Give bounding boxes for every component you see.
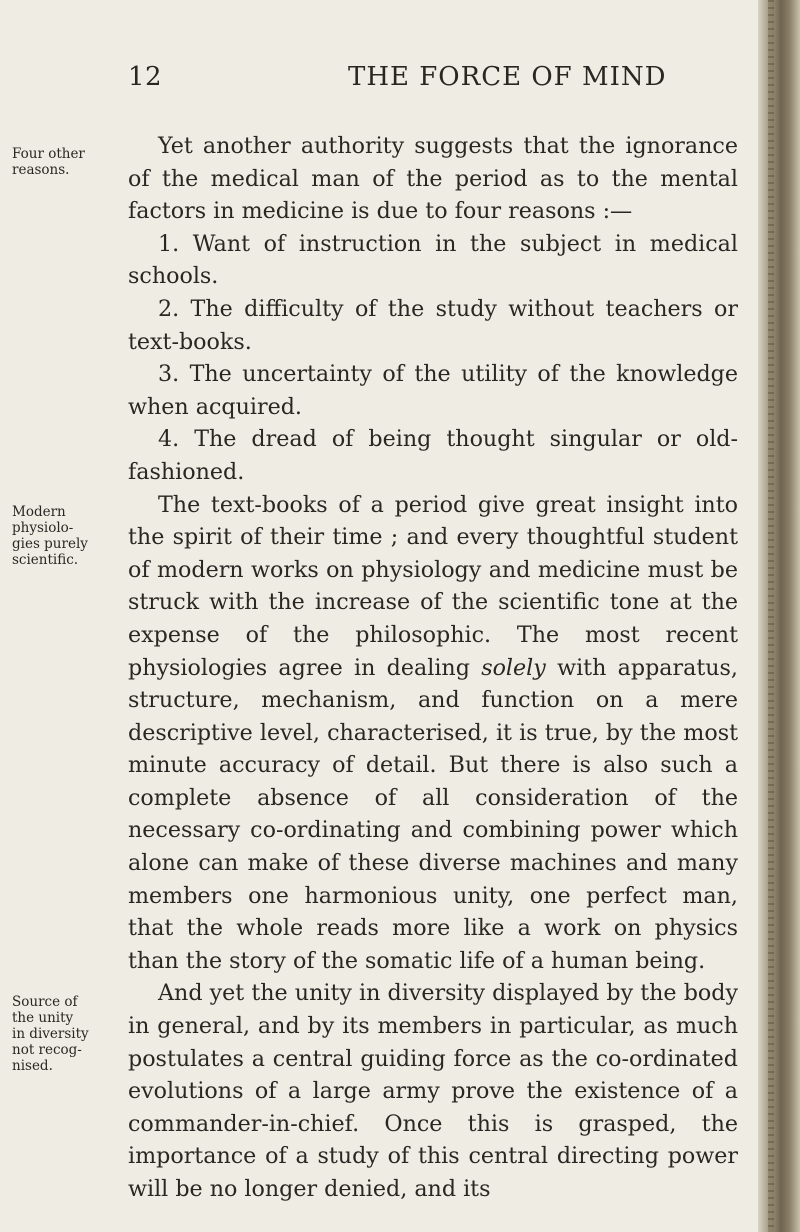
list-item-reason-4: 4. The dread of being thought singular or old-fashioned. — [128, 426, 738, 485]
side-note-line: Source of — [12, 994, 78, 1010]
side-note-line: reasons. — [12, 162, 70, 178]
side-note-line: the unity — [12, 1010, 74, 1026]
paragraph-four-reasons: Yet another authority suggests that the ignorance of the medical man of the period as to the mental factors in medicine is due to four reasons :— — [128, 133, 738, 225]
side-note-line: Modern — [12, 504, 66, 520]
paragraph-unity-in-diversity: And yet the unity in diversity displayed by the body in general, and by its members in particular, as much postulates a central guiding force as the co-ordinated evolutions of a large army prove the existence of a commander-in-chief. Once this is grasped, the importance of a study of this central directing power will be no longer denied, and its — [128, 980, 738, 1202]
side-note-line: not recog- — [12, 1042, 82, 1058]
side-note-source-of-unity — [12, 994, 122, 1074]
side-note-line: nised. — [12, 1058, 53, 1074]
page-header — [128, 62, 728, 102]
list-item-reason-1: 1. Want of instruction in the subject in medical schools. — [128, 230, 738, 290]
list-item-reason-3: 3. The uncertainty of the utility of the knowledge when acquired. — [128, 361, 738, 420]
side-note-line: Four other — [12, 146, 85, 162]
side-note-modern-physiologies — [12, 504, 122, 568]
page-binding-edge — [758, 0, 800, 1232]
paragraph-text-books — [128, 489, 738, 978]
paragraph-text-books-part1: The text-books of a period give great insight into the spirit of their time ; and every thoughtful student of modern works on physiology and medicine must be struck with the increase of the scientific tone at the expense of the philosophic. The most recent physiologies agree in dealing — [128, 491, 738, 681]
side-note-line: in diversity — [12, 1026, 89, 1042]
list-item-reason-2: 2. The difficulty of the study without teachers or text-books. — [128, 295, 738, 355]
side-note-line: gies purely — [12, 536, 88, 552]
paragraph-text-books-part2: with apparatus, structure, mechanism, and function on a mere descriptive level, characterised, it is true, by the most minute accuracy of detail. But there is also such a complete absence of all consideration of the necessary co-ordinating and combining power which alone can make of these diverse machines and many members one harmonious unity, one perfect man, that the whole reads more like a work on physics than the story of the somatic life of a human being. — [128, 654, 738, 974]
page-number: 12 — [128, 62, 163, 92]
side-note-line: scientific. — [12, 552, 79, 568]
side-note-four-other-reasons — [12, 146, 122, 178]
emphasis-solely: solely — [481, 654, 546, 681]
side-note-line: physiolo- — [12, 520, 74, 536]
running-head: THE FORCE OF MIND — [348, 62, 667, 92]
body-text — [128, 130, 738, 1206]
